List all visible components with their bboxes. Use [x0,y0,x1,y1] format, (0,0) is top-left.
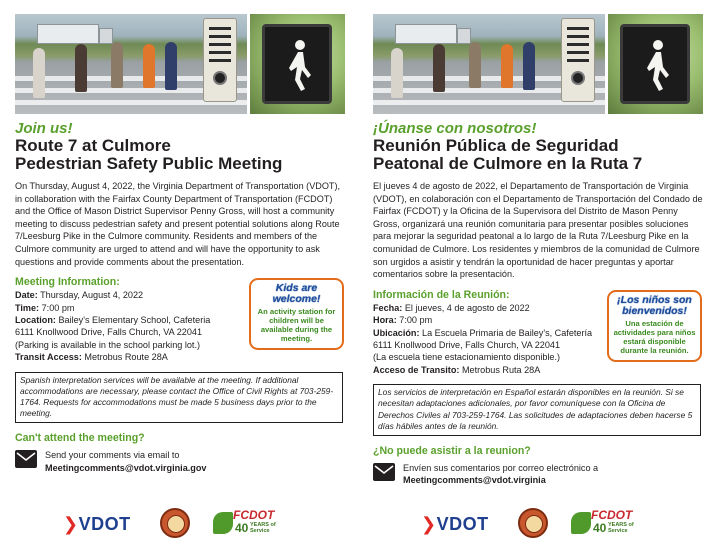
date-label: Fecha: [373,302,403,313]
pedestrian-figure [433,44,445,92]
envelope-icon [15,450,37,468]
callout-heading: ¡Los niños son bienvenidos! [617,294,692,317]
address-line: 6111 Knollwood Drive, Falls Church, VA 22041 [15,327,203,338]
title-line-2: Pedestrian Safety Public Meeting [15,154,283,173]
title-line-1: Route 7 at Culmore [15,136,171,155]
title-line-2: Peatonal de Culmore en la Ruta 7 [373,154,643,173]
accommodations-note: Spanish interpretation services will be available at the meeting. If additional accommodations are necessary, please contact the Office of Civil Rights at 703-259-1764. Requests for accommodations must be made 5 business days prior to the meeting. [15,372,343,424]
header-photos [15,14,345,114]
pedestrian-figure [469,42,481,88]
pedestrian-figure [111,42,123,88]
email-contact [373,462,707,487]
transit-label: Transit Access: [15,352,82,363]
crosswalk-button-box [203,18,237,102]
meeting-info-heading: Información de la Reunión: [373,288,510,301]
email-contact [15,449,349,474]
flyer-spanish [373,14,707,550]
pedestrian-figure [165,42,177,90]
walk-signal-icon [620,24,690,104]
title-line-1: Reunión Pública de Seguridad [373,136,619,155]
walk-signal-icon [262,24,332,104]
push-button-icon [571,71,585,85]
truck-cab-shape [457,28,471,44]
date-label: Date: [15,290,38,301]
vdot-logo: ❯VDOT [63,514,131,534]
vdot-logo: ❯VDOT [421,514,489,534]
join-us-heading: ¡Únanse con nosotros! [373,120,537,137]
page-title [15,137,349,173]
truck-shape [395,24,457,44]
time-label: Hora: [373,315,397,326]
email-text: Envíen sus comentarios por correo electrónico a [403,463,599,473]
accommodations-note: Los servicios de interpretación en Español estarán disponibles en la reunión. Si se necesitan adaptaciones adicionales, por favor comuníquese con la Oficina de Derechos Civiles al 703-259-1764. Las solicitudes de adaptaciones deben hacerse 5 días hábiles antes de la reunión. [373,384,701,436]
email-address-link[interactable]: Meetingcomments@vdot.virginia.gov [45,462,207,473]
flyer-english [15,14,349,550]
intro-paragraph: On Thursday, August 4, 2022, the Virginia Department of Transportation (VDOT), in collaboration with the Fairfax County Department of Transportation (FCDOT) and the Office of Mason District Supervisor Penny Gross, will host a community meeting to discuss pedestrian safety and present potential solutions along Route 7/Leesburg Pike in the Culmore community. Residents and members of the Culmore community are urged to attend and will have the opportunity to ask questions and provide comments about the presentation. [15,181,341,267]
pedestrian-figure [33,48,45,98]
time-value: 7:00 pm [41,302,75,313]
kids-welcome-callout [249,278,344,350]
crosswalk-button-box [561,18,595,102]
fcdot-logo: FCDOT 40 YEARS of Service [571,508,635,538]
time-label: Time: [15,302,40,313]
fcdot-logo: FCDOT 40 YEARS of Service [213,508,277,538]
intro-paragraph: El jueves 4 de agosto de 2022, el Departamento de Transportación de Virginia (VDOT), en colaboración con el Departamento de Transportación del Condado de Fairfax (FCDOT) y la Oficina de la Supervisora del Distrito de Mason Penny Gross, organizará una reunión comunitaria para presentar posibles soluciones para mejorar la seguridad peatonal a lo largo de la Ruta 7/Leesburg Pike en la comunidad de Culmore. Los residentes y miembros de la comunidad de Culmore son urgidos a asistir y tendrán la oportunidad de hacer preguntas y aportar comentarios sobre la presentación. [373,181,703,280]
street-crossing-photo [373,14,605,114]
envelope-icon [373,463,395,481]
truck-shape [37,24,99,44]
header-photos [373,14,703,114]
parking-line: (Parking is available in the school parking lot.) [15,339,201,350]
pedestrian-figure [75,44,87,92]
date-value: El jueves, 4 de agosto de 2022 [404,302,530,313]
email-address-link[interactable]: Meetingcomments@vdot.virginia [403,475,546,486]
fairfax-county-seal-icon [518,508,548,538]
pedestrian-figure [143,44,155,88]
location-value: Bailey's Elementary School, Cafeteria [58,314,211,325]
kids-welcome-callout [607,290,702,362]
sponsor-logos [421,506,671,540]
location-value: La Escuela Primaria de Bailey's, Cafetería [422,327,593,338]
transit-value: Metrobus Route 28A [84,352,168,363]
sponsor-logos [63,506,313,540]
email-text: Send your comments via email to [45,450,180,461]
callout-heading: Kids are welcome! [272,282,321,305]
meeting-info-heading: Meeting Information: [15,276,120,289]
cant-attend-heading: ¿No puede asistir a la reunion? [373,445,531,457]
walk-signal-photo [250,14,345,114]
address-line: 6111 Knollwood Drive, Falls Church, VA 22041 [373,339,561,350]
page-title [373,137,707,173]
fairfax-county-seal-icon [160,508,190,538]
walk-signal-photo [608,14,703,114]
push-button-icon [213,71,227,85]
date-value: Thursday, August 4, 2022 [40,290,144,301]
location-label: Ubicación: [373,327,420,338]
callout-body: An activity station for children will be available during the meeting. [257,307,336,343]
transit-label: Acceso de Transito: [373,364,460,375]
parking-line: (La escuela tiene estacionamiento disponible.) [373,352,561,363]
transit-value: Metrobus Ruta 28A [461,364,541,375]
callout-body: Una estación de actividades para niños estará disponible durante la reunión. [613,319,696,355]
truck-cab-shape [99,28,113,44]
pedestrian-figure [391,48,403,98]
time-value: 7:00 pm [399,315,433,326]
join-us-heading: Join us! [15,120,73,137]
location-label: Location: [15,314,56,325]
cant-attend-heading: Can't attend the meeting? [15,432,145,445]
street-crossing-photo [15,14,247,114]
pedestrian-figure [501,44,513,88]
pedestrian-figure [523,42,535,90]
